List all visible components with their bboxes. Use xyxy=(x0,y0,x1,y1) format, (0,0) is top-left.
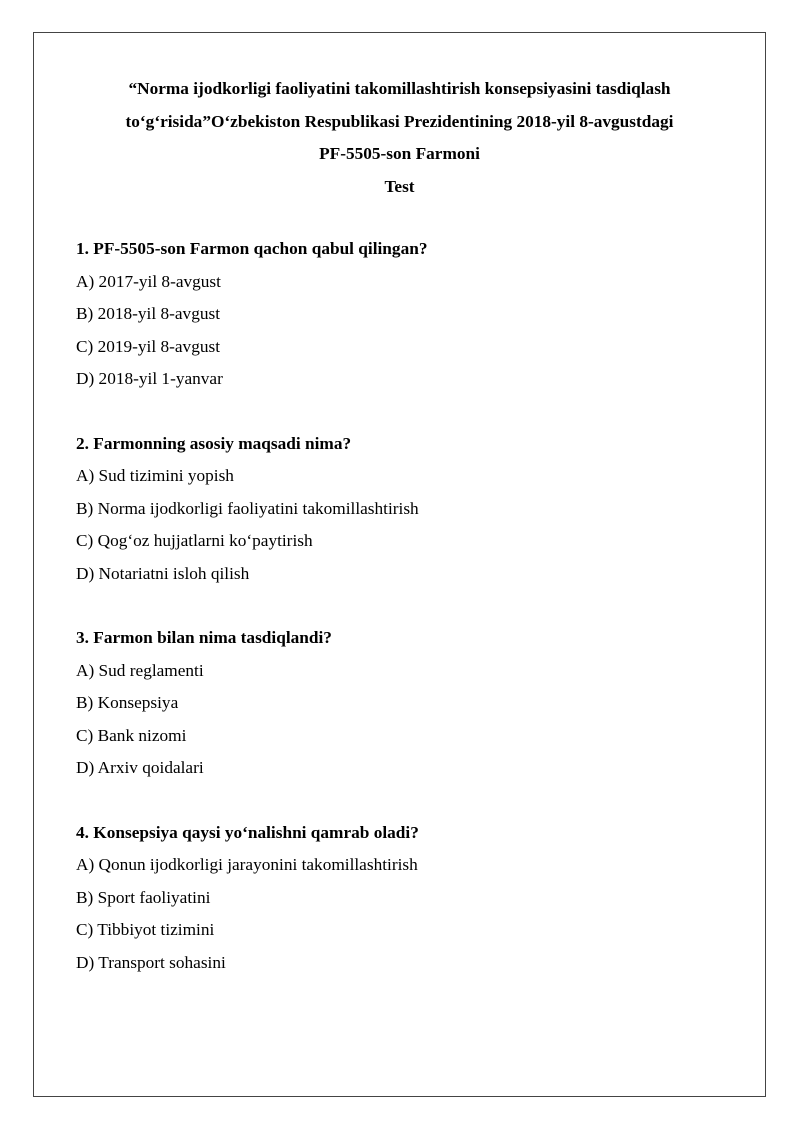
question-text: 2. Farmonning asosiy maqsadi nima? xyxy=(76,433,352,453)
question-text: 1. PF-5505-son Farmon qachon qabul qilingan? xyxy=(76,239,428,258)
answer-option-a: A) Qonun ijodkorligi jarayonini takomillashtirish xyxy=(76,855,418,874)
document-title xyxy=(34,73,765,203)
answer-option-b: B) Konsepsiya xyxy=(76,693,179,712)
question-text: 3. Farmon bilan nima tasdiqlandi? xyxy=(76,628,332,647)
page-frame xyxy=(33,32,766,1097)
answer-option-c: C) 2019-yil 8-avgust xyxy=(76,336,220,356)
question-1 xyxy=(76,233,736,396)
answer-option-d: D) 2018-yil 1-yanvar xyxy=(76,369,223,388)
question-4 xyxy=(76,817,736,980)
question-text: 4. Konsepsiya qaysi yo‘nalishni qamrab oladi? xyxy=(76,822,419,842)
answer-option-a: A) 2017-yil 8-avgust xyxy=(76,271,221,291)
answer-option-a: A) Sud tizimini yopish xyxy=(76,466,234,485)
title-line-1: “Norma ijodkorligi faoliyatini takomillashtirish konsepsiyasini tasdiqlash xyxy=(128,79,671,98)
title-line-2: to‘g‘risida”O‘zbekiston Respublikasi Prezidentining 2018-yil 8-avgustdagi xyxy=(125,111,674,131)
answer-option-d: D) Arxiv qoidalari xyxy=(76,758,204,777)
document-subtitle: Test xyxy=(384,176,415,196)
answer-option-c: C) Qog‘oz hujjatlarni ko‘paytirish xyxy=(76,531,313,550)
answer-option-c: C) Bank nizomi xyxy=(76,725,187,745)
answer-option-d: D) Notariatni isloh qilish xyxy=(76,563,250,583)
answer-option-b: B) Sport faoliyatini xyxy=(76,887,211,907)
title-line-3: PF-5505-son Farmoni xyxy=(319,144,480,163)
question-2 xyxy=(76,428,736,591)
answer-option-c: C) Tibbiyot tizimini xyxy=(76,920,215,939)
answer-option-b: B) 2018-yil 8-avgust xyxy=(76,304,220,323)
question-3 xyxy=(76,622,736,785)
answer-option-a: A) Sud reglamenti xyxy=(76,660,204,680)
question-list xyxy=(76,233,736,1011)
answer-option-b: B) Norma ijodkorligi faoliyatini takomillashtirish xyxy=(76,498,419,518)
answer-option-d: D) Transport sohasini xyxy=(76,952,226,972)
